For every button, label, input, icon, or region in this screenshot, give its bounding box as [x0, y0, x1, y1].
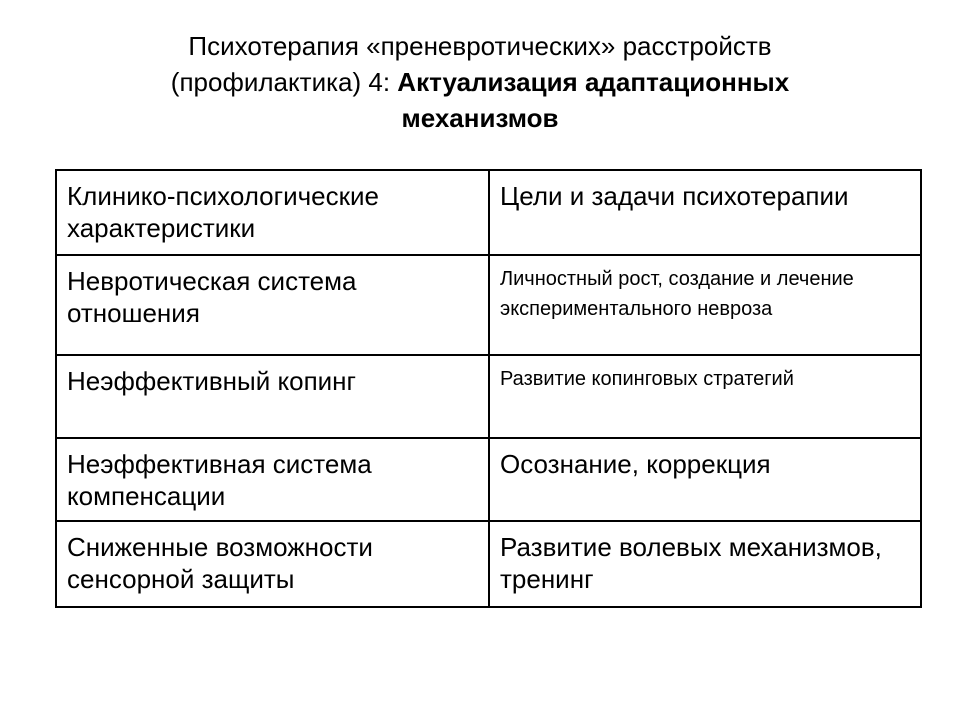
row-goal: Развитие копинговых стратегий [489, 355, 921, 438]
title-prefix: (профилактика) 4: [170, 67, 398, 97]
title-line-3: механизмов [401, 103, 559, 133]
table-row [56, 438, 921, 521]
table-row [56, 355, 921, 438]
row-characteristic: Сниженные возможности сенсорной защиты [56, 521, 489, 607]
slide-title [60, 28, 900, 136]
title-line-1: Психотерапия «преневротических» расстройств [188, 31, 772, 61]
table-header-row [56, 170, 921, 255]
header-goals: Цели и задачи психотерапии [489, 170, 921, 255]
table-row [56, 255, 921, 355]
title-emphasis: Актуализация адаптационных [397, 67, 790, 97]
therapy-table [55, 169, 922, 608]
row-goal: Развитие волевых механизмов, тренинг [489, 521, 921, 607]
row-goal: Личностный рост, создание и лечение экспериментального невроза [489, 255, 921, 355]
row-characteristic: Неэффективная система компенсации [56, 438, 489, 521]
row-characteristic: Неэффективный копинг [56, 355, 489, 438]
row-goal: Осознание, коррекция [489, 438, 921, 521]
header-characteristics: Клинико-психологические характеристики [56, 170, 489, 255]
table-row [56, 521, 921, 607]
row-characteristic: Невротическая система отношения [56, 255, 489, 355]
title-line-2 [60, 64, 900, 100]
